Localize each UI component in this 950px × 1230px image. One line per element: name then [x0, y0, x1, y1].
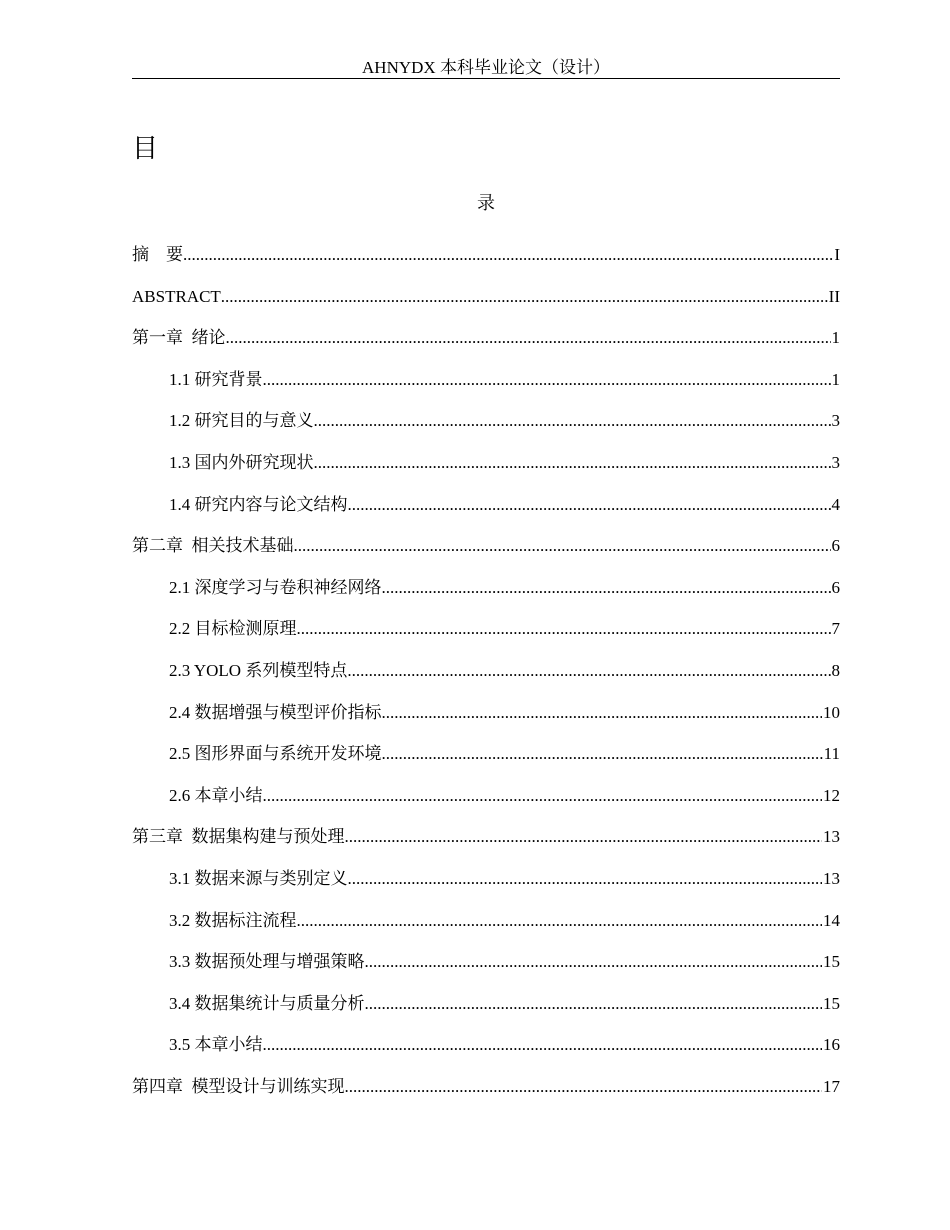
toc-dot-leader — [382, 577, 831, 599]
toc-entry-label: 3.3 数据预处理与增强策略 — [169, 952, 365, 972]
toc-entry-page-number: 3 — [831, 453, 840, 472]
toc-entry[interactable] — [132, 702, 840, 724]
toc-entry-label: 1.1 研究背景 — [169, 369, 263, 389]
toc-entry-label: 2.6 本章小结 — [169, 785, 263, 805]
toc-entry-label: 第一章 绪论 — [132, 328, 226, 348]
toc-entry[interactable] — [132, 785, 840, 807]
toc-dot-leader — [382, 743, 823, 765]
toc-entry-label: 3.1 数据来源与类别定义 — [169, 869, 348, 888]
toc-entry-page-number: 17 — [823, 1077, 840, 1096]
toc-dot-leader — [365, 993, 823, 1015]
toc-entry-page-number: 15 — [823, 993, 840, 1013]
toc-dot-leader — [263, 785, 823, 807]
toc-entry-page-number: 1 — [831, 328, 840, 348]
toc-entry[interactable] — [132, 452, 840, 474]
toc-entry-page-number: 14 — [823, 910, 840, 930]
running-header: AHNYDX 本科毕业论文（设计） — [362, 58, 610, 77]
toc-entry[interactable] — [132, 577, 840, 599]
toc-entry[interactable] — [132, 327, 840, 349]
toc-entry-page-number: 10 — [823, 702, 840, 722]
toc-entry[interactable] — [132, 410, 840, 432]
toc-dot-leader — [345, 826, 823, 848]
toc-entry-label: 第二章 相关技术基础 — [132, 536, 294, 556]
toc-entry-page-number: 11 — [823, 744, 840, 764]
toc-entry-label: 2.3 YOLO 系列模型特点 — [169, 661, 348, 680]
toc-dot-leader — [348, 868, 823, 890]
toc-entry-label: 3.4 数据集统计与质量分析 — [169, 993, 365, 1013]
toc-entry-page-number: 4 — [831, 494, 840, 514]
toc-dot-leader — [263, 1034, 823, 1056]
toc-dot-leader — [183, 244, 833, 266]
toc-dot-leader — [297, 910, 823, 932]
toc-entry-label: ABSTRACT — [132, 286, 221, 306]
toc-entry-page-number: 16 — [823, 1035, 840, 1055]
toc-entry-page-number: 8 — [831, 661, 840, 680]
toc-dot-leader — [314, 410, 831, 432]
toc-entry[interactable] — [132, 494, 840, 516]
toc-dot-leader — [314, 452, 831, 474]
toc-entry[interactable] — [132, 993, 840, 1015]
toc-entry-page-number: 7 — [831, 619, 840, 639]
toc-entry[interactable] — [132, 244, 840, 266]
toc-entry[interactable] — [132, 868, 840, 890]
toc-dot-leader — [365, 951, 823, 973]
toc-entry-page-number: I — [834, 245, 840, 264]
toc-entry-label: 1.3 国内外研究现状 — [169, 453, 314, 472]
toc-dot-leader — [348, 494, 831, 516]
header-rule — [132, 78, 840, 79]
toc-entry-label: 摘 要 — [132, 245, 183, 264]
toc-title-second-char: 录 — [477, 193, 495, 214]
toc-entry-label: 3.2 数据标注流程 — [169, 910, 297, 930]
toc-entry-page-number: 13 — [823, 869, 840, 888]
toc-entry-label: 1.2 研究目的与意义 — [169, 411, 314, 431]
toc-entry-page-number: 6 — [831, 577, 840, 597]
toc-dot-leader — [294, 535, 831, 557]
toc-entry[interactable] — [132, 1034, 840, 1056]
toc-entry[interactable] — [132, 951, 840, 973]
toc-entry-page-number: 6 — [831, 536, 840, 556]
toc-entry[interactable] — [132, 910, 840, 932]
toc-entry[interactable] — [132, 286, 840, 308]
toc-dot-leader — [226, 327, 831, 349]
toc-entry-label: 2.4 数据增强与模型评价指标 — [169, 702, 382, 722]
toc-dot-leader — [347, 660, 830, 682]
toc-dot-leader — [297, 618, 831, 640]
toc-dot-leader — [221, 286, 828, 308]
toc-entry-page-number: 12 — [823, 785, 840, 805]
toc-title-first-char: 目 — [132, 134, 159, 164]
toc-entry-label: 1.4 研究内容与论文结构 — [169, 494, 348, 514]
toc-entry-page-number: 1 — [831, 369, 840, 389]
toc-entry[interactable] — [132, 618, 840, 640]
toc-entry-page-number: 13 — [823, 827, 840, 847]
toc-entry-page-number: II — [828, 286, 840, 306]
toc-entry-label: 第三章 数据集构建与预处理 — [132, 827, 345, 847]
toc-entry[interactable] — [132, 535, 840, 557]
toc-entry[interactable] — [132, 1076, 840, 1098]
toc-entry[interactable] — [132, 660, 840, 682]
toc-entry-label: 2.2 目标检测原理 — [169, 619, 297, 639]
toc-entry[interactable] — [132, 369, 840, 391]
toc-dot-leader — [382, 702, 823, 724]
toc-entry-page-number: 3 — [831, 411, 840, 431]
toc-dot-leader — [345, 1076, 823, 1098]
toc-entry[interactable] — [132, 826, 840, 848]
toc-dot-leader — [263, 369, 831, 391]
toc-entry-page-number: 15 — [823, 952, 840, 972]
toc-entry[interactable] — [132, 743, 840, 765]
toc-entry-label: 2.5 图形界面与系统开发环境 — [169, 744, 382, 764]
toc-entry-label: 3.5 本章小结 — [169, 1035, 263, 1055]
toc-entry-label: 第四章 模型设计与训练实现 — [132, 1077, 345, 1096]
toc-entry-label: 2.1 深度学习与卷积神经网络 — [169, 577, 382, 597]
